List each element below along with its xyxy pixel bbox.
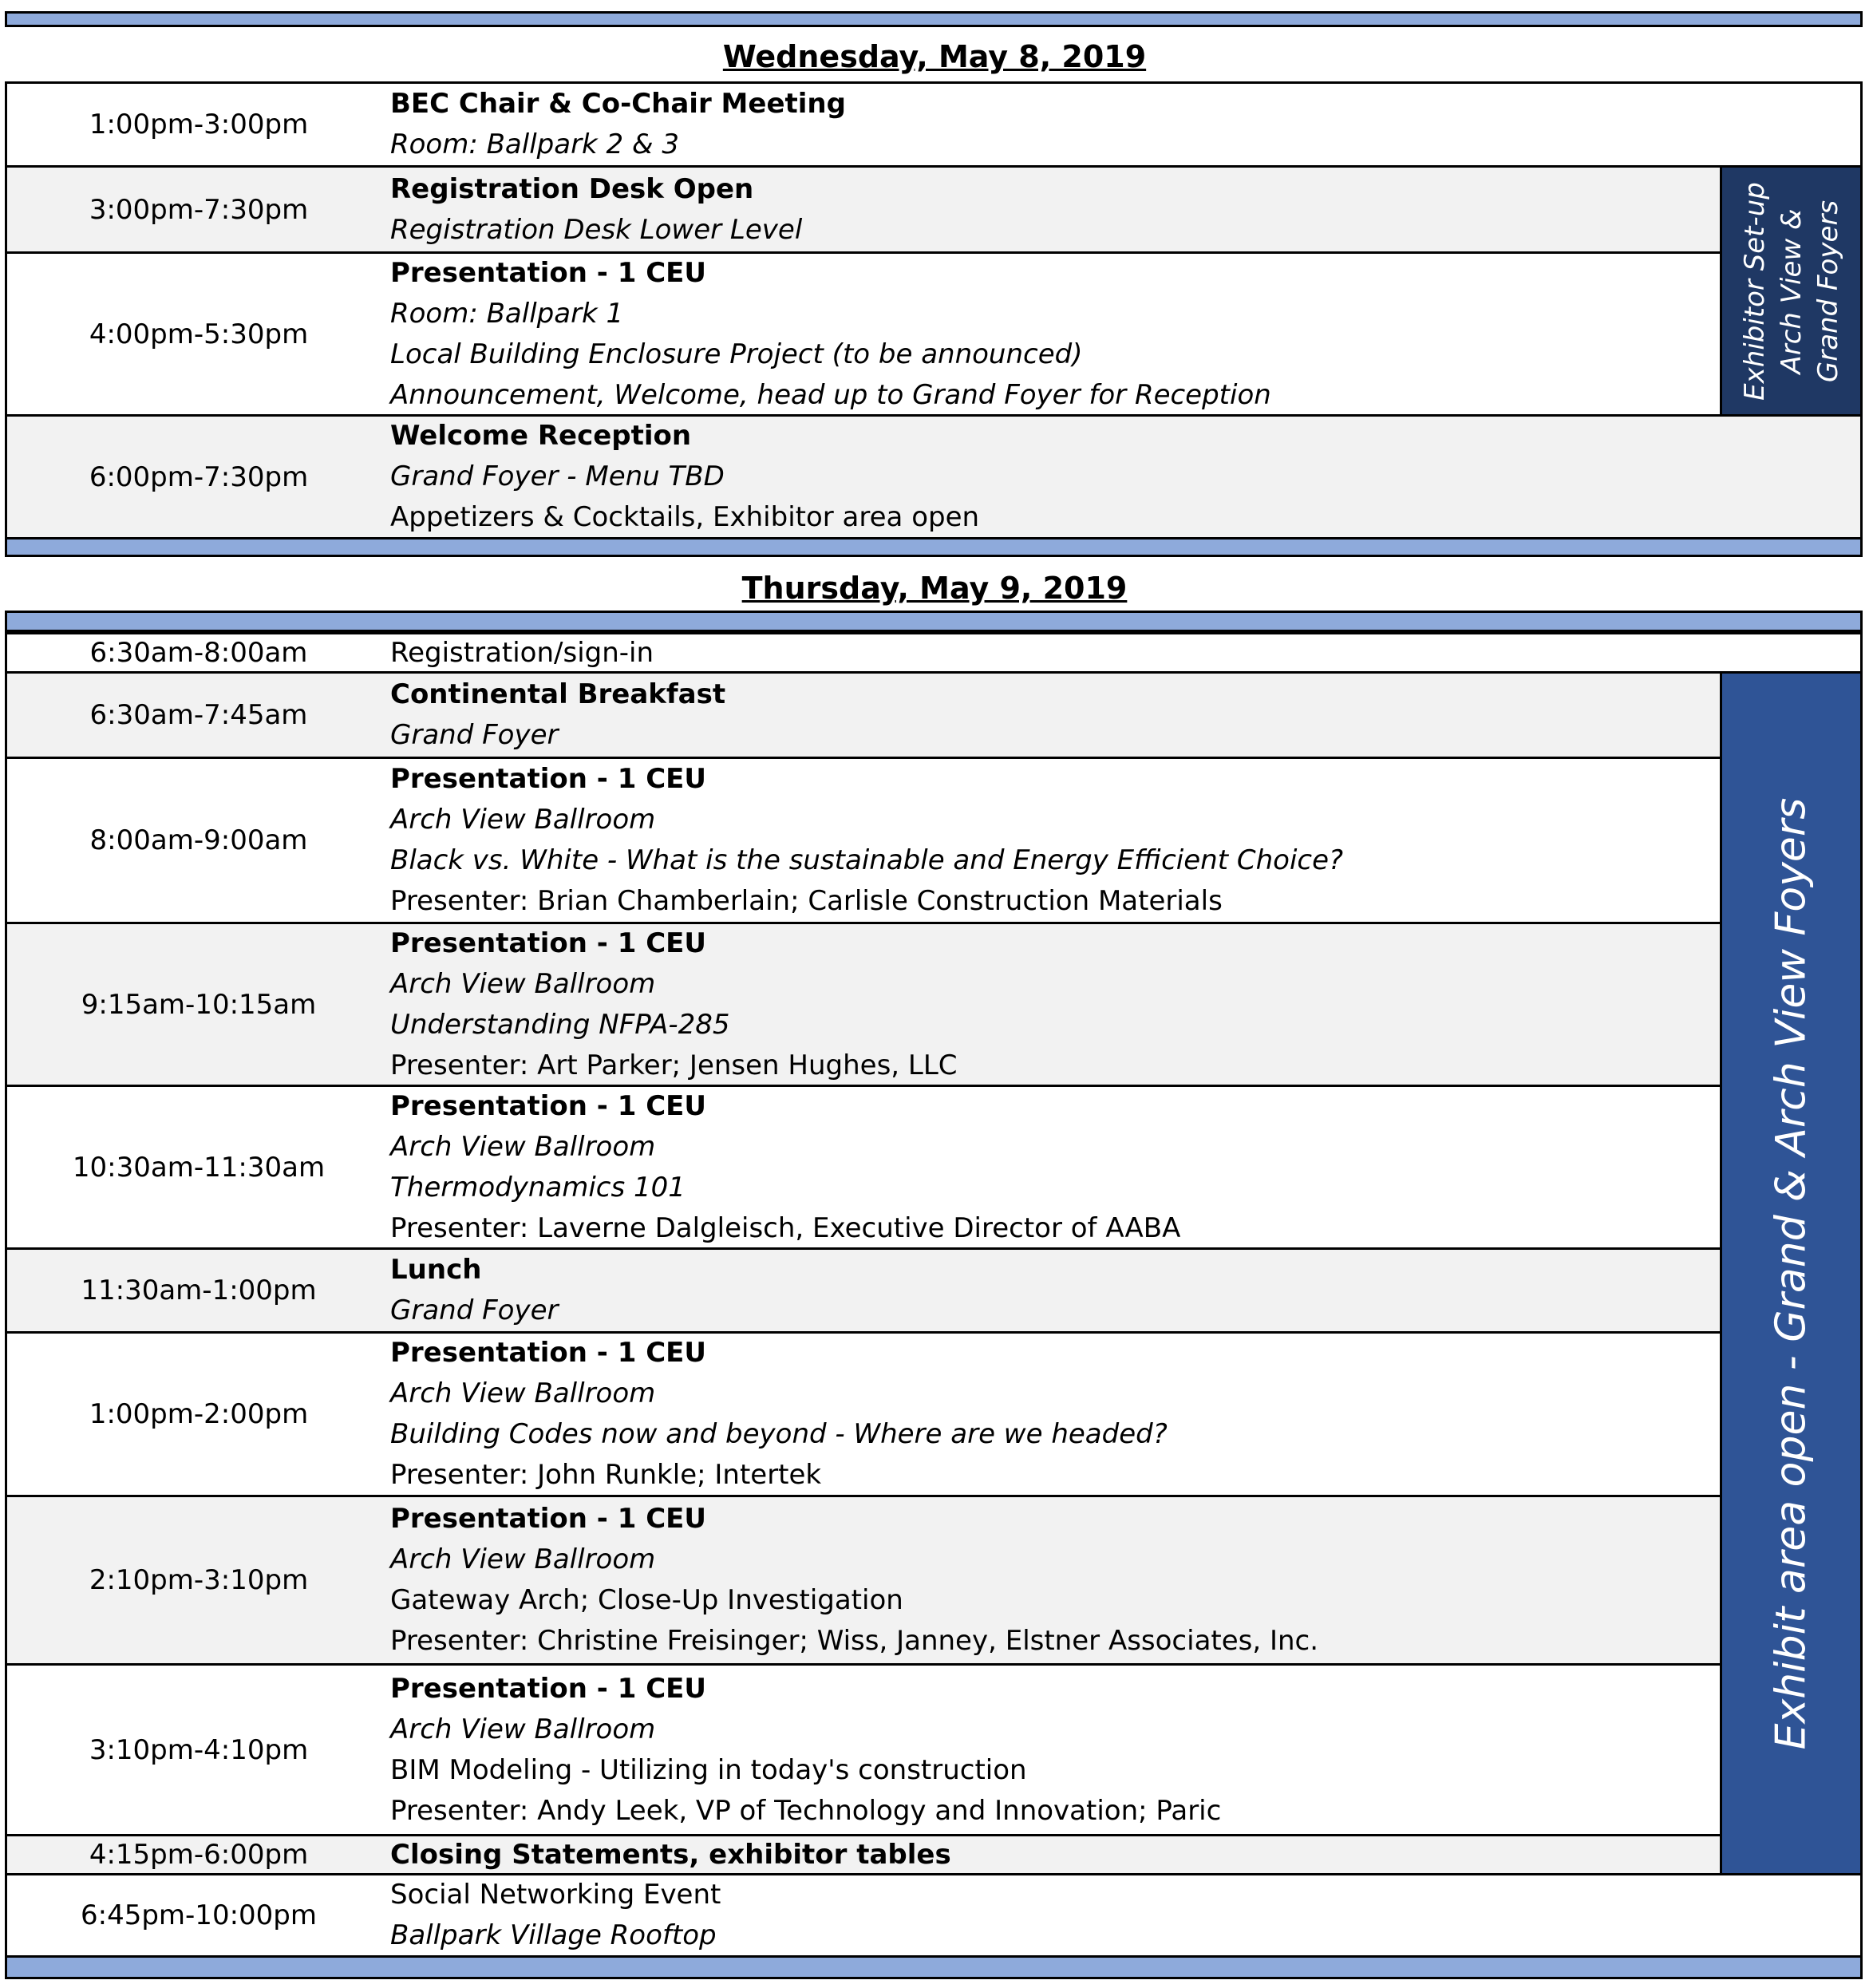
schedule-row (5, 1495, 1722, 1666)
session-detail-line: Gateway Arch; Close-Up Investigation (390, 1584, 903, 1616)
schedule-row (5, 1834, 1722, 1875)
session-detail-line: Registration/sign-in (390, 636, 654, 669)
session-time: 11:30am-1:00pm (81, 1275, 317, 1306)
day-footer-bar (5, 1955, 1863, 1979)
session-detail-line: Understanding NFPA-285 (390, 1008, 730, 1041)
session-detail-line: Announcement, Welcome, head up to Grand Foyer for Reception (390, 378, 1271, 411)
session-detail-line: Local Building Enclosure Project (to be announced) (390, 338, 1083, 370)
session-detail-line: Presenter: Laverne Dalgleisch, Executive Director of AABA (390, 1211, 1181, 1244)
session-detail-line: Presenter: Art Parker; Jensen Hughes, LLC (390, 1049, 958, 1081)
session-details (390, 1666, 1713, 1834)
session-title: Welcome Reception (390, 420, 692, 452)
session-title: Lunch (390, 1254, 482, 1286)
session-detail-line: Presenter: John Runkle; Intertek (390, 1459, 822, 1491)
session-time: 10:30am-11:30am (72, 1151, 326, 1184)
exhibit-side-note (1720, 165, 1863, 417)
session-time: 1:00pm-2:00pm (89, 1398, 309, 1430)
session-title: Presentation - 1 CEU (390, 256, 706, 289)
schedule-row (5, 1873, 1863, 1958)
session-title: Continental Breakfast (390, 678, 726, 710)
session-detail-line: Appetizers & Cocktails, Exhibitor area open (390, 501, 980, 533)
session-title: BEC Chair & Co-Chair Meeting (390, 88, 846, 120)
session-detail-line: Registration Desk Lower Level (390, 213, 803, 246)
session-details (390, 84, 1854, 165)
side-note-line: Grand Foyers (1812, 200, 1844, 382)
day-header-bar (5, 611, 1863, 632)
session-details (390, 759, 1713, 922)
session-detail-line: Room: Ballpark 1 (390, 297, 624, 330)
session-details (390, 1836, 1713, 1873)
session-title: Presentation - 1 CEU (390, 1503, 706, 1535)
side-note-line: Exhibit area open - Grand & Arch View Foyers (1767, 797, 1816, 1749)
schedule-row (5, 81, 1863, 168)
session-details (390, 254, 1713, 414)
session-time: 4:15pm-6:00pm (89, 1839, 309, 1871)
session-details (390, 1087, 1713, 1247)
session-title: Presentation - 1 CEU (390, 927, 706, 959)
session-title: Presentation - 1 CEU (390, 1672, 706, 1705)
session-details (390, 674, 1713, 757)
session-detail-line: Grand Foyer - Menu TBD (390, 460, 725, 492)
side-note-text (1737, 182, 1847, 401)
side-note-text (1766, 797, 1817, 1749)
day-title: Wednesday, May 8, 2019 (722, 39, 1147, 74)
session-detail-line: Room: Ballpark 2 & 3 (390, 128, 679, 160)
session-time: 1:00pm-3:00pm (89, 109, 309, 140)
day-title: Thursday, May 9, 2019 (741, 571, 1128, 606)
session-detail-line: Grand Foyer (390, 1294, 559, 1326)
session-title: Presentation - 1 CEU (390, 1337, 706, 1369)
session-detail-line: Presenter: Christine Freisinger; Wiss, Janney, Elstner Associates, Inc. (390, 1625, 1319, 1657)
session-detail-line: Presenter: Brian Chamberlain; Carlisle Construction Materials (390, 885, 1223, 917)
session-detail-line: Arch View Ballroom (390, 1713, 656, 1745)
schedule-row (5, 1331, 1722, 1497)
session-detail-line: Building Codes now and beyond - Where are we headed? (390, 1418, 1168, 1450)
session-time: 6:45pm-10:00pm (80, 1899, 317, 1931)
session-detail-line: Thermodynamics 101 (390, 1171, 686, 1203)
session-time: 9:15am-10:15am (81, 988, 317, 1021)
schedule-row (5, 757, 1722, 924)
schedule-row (5, 671, 1722, 759)
session-details (390, 1497, 1713, 1663)
session-detail-line: Arch View Ballroom (390, 1377, 656, 1409)
day-footer-bar (5, 537, 1863, 557)
schedule-row (5, 632, 1863, 674)
session-detail-line: Social Networking Event (390, 1879, 721, 1911)
schedule-row (5, 922, 1722, 1087)
session-time: 8:00am-9:00am (89, 824, 308, 856)
session-time: 6:30am-7:45am (89, 699, 308, 731)
session-time: 6:00pm-7:30pm (89, 460, 309, 493)
session-details (390, 634, 1854, 671)
session-time: 6:30am-8:00am (89, 637, 308, 669)
exhibit-side-note (1720, 671, 1863, 1875)
session-title: Presentation - 1 CEU (390, 763, 706, 795)
schedule-row (5, 1085, 1722, 1250)
session-detail-line: Ballpark Village Rooftop (390, 1919, 717, 1951)
session-detail-line: Arch View Ballroom (390, 1130, 656, 1163)
schedule-row (5, 1247, 1722, 1334)
schedule-row (5, 165, 1722, 254)
session-details (390, 417, 1854, 537)
session-time: 4:00pm-5:30pm (89, 318, 309, 350)
session-detail-line: Arch View Ballroom (390, 804, 656, 836)
session-details (390, 1875, 1854, 1955)
session-detail-line: Arch View Ballroom (390, 967, 656, 1000)
session-details (390, 1250, 1713, 1331)
session-details (390, 168, 1713, 251)
session-title: Registration Desk Open (390, 172, 754, 205)
session-detail-line: Arch View Ballroom (390, 1543, 656, 1575)
schedule-row (5, 251, 1722, 417)
session-detail-line: BIM Modeling - Utilizing in today's construction (390, 1753, 1027, 1786)
session-time: 2:10pm-3:10pm (89, 1564, 309, 1596)
session-time: 3:00pm-7:30pm (89, 193, 309, 226)
session-time: 3:10pm-4:10pm (89, 1733, 309, 1766)
day-header-bar (5, 11, 1863, 27)
side-note-line: Arch View & (1775, 207, 1808, 374)
session-title: Presentation - 1 CEU (390, 1089, 706, 1122)
side-note-line: Exhibitor Set-up (1738, 181, 1771, 401)
session-detail-line: Presenter: Andy Leek, VP of Technology and Innovation; Paric (390, 1794, 1222, 1827)
session-title: Closing Statements, exhibitor tables (390, 1838, 951, 1871)
session-details (390, 924, 1713, 1085)
schedule-row (5, 1663, 1722, 1836)
session-detail-line: Black vs. White - What is the sustainable and Energy Efficient Choice? (390, 844, 1344, 876)
schedule-row (5, 414, 1863, 539)
session-details (390, 1334, 1713, 1495)
session-detail-line: Grand Foyer (390, 719, 559, 751)
